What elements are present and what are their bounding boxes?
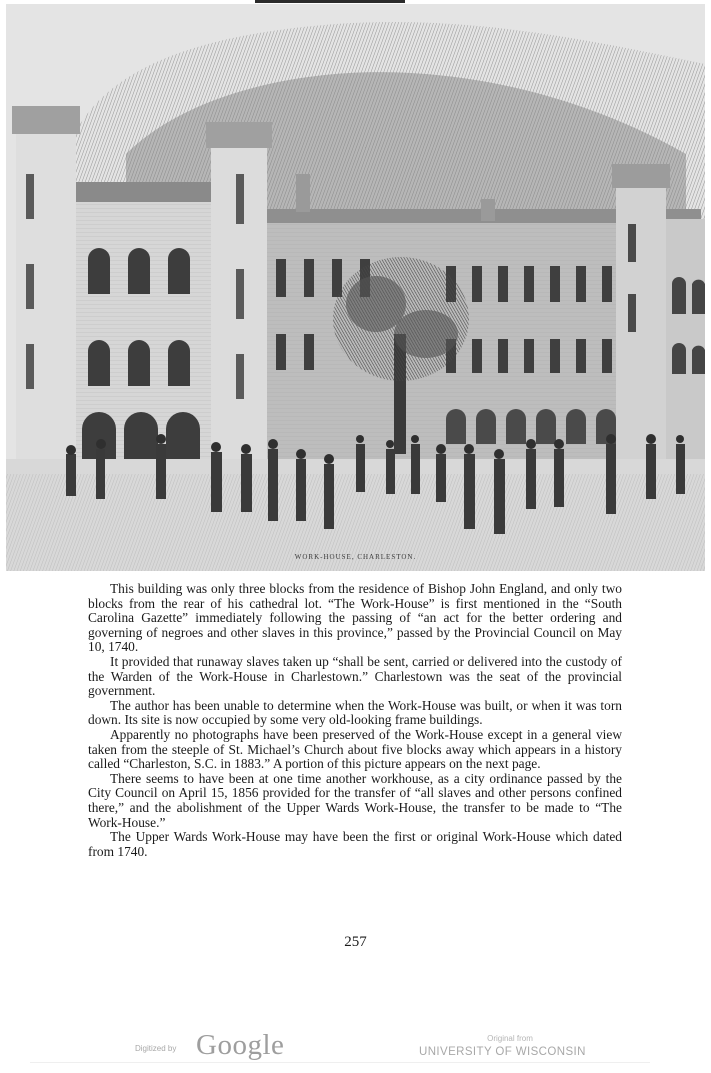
footer-divider (30, 1062, 650, 1063)
paragraph: The Upper Wards Work-House may have been the first or original Work-House which dated from 1740. (88, 829, 622, 859)
digitized-by-label: Digitized by (135, 1044, 177, 1053)
paragraph: There seems to have been at one time another workhouse, as a city ordinance passed by the City Council on April 15, 1856 provided for the transfer of “all slaves and other persons confined there,” and the abolishment of the Upper Wards Work-House, the transfer to be made to “The Work-House.” (88, 770, 622, 830)
paragraph: Apparently no photographs have been preserved of the Work-House except in a general view taken from the steeple of St. Michael’s Church about five blocks away which appears in a history called “Charleston, S.C. in 1883.” A portion of this picture appears on the next page. (88, 726, 622, 772)
page-number: 257 (344, 934, 367, 950)
paragraph: It provided that runaway slaves taken up “shall be sent, carried or delivered into the custody of the Warden of the Work-House in Charlestown.” Charlestown was the seat of the provincial government. (88, 653, 622, 699)
work-house-engraving (6, 4, 705, 571)
digitization-footer (0, 1028, 711, 1068)
paragraph: This building was only three blocks from the residence of Bishop John England, and only two blocks from the rear of his cathedral lot. “The Work-House” is first mentioned in the “South Carolina Gazette” immediately following the passing of “an act for the better ordering and governing of negroes and other slaves in this province,” passed by the Provincial Council on May 10, 1740. (88, 581, 622, 655)
university-label: UNIVERSITY OF WISCONSIN (419, 1046, 586, 1058)
original-from-label: Original from (487, 1034, 533, 1043)
paragraph: The author has been unable to determine when the Work-House was built, or when it was torn down. Its site is now occupied by some very old-looking frame buildings. (88, 697, 622, 728)
page-top-edge (255, 0, 405, 3)
google-logo: Google (196, 1029, 285, 1061)
illustration-caption: WORK-HOUSE, CHARLESTON. (294, 553, 417, 561)
body-text (88, 582, 622, 859)
engraving-image (6, 4, 705, 571)
